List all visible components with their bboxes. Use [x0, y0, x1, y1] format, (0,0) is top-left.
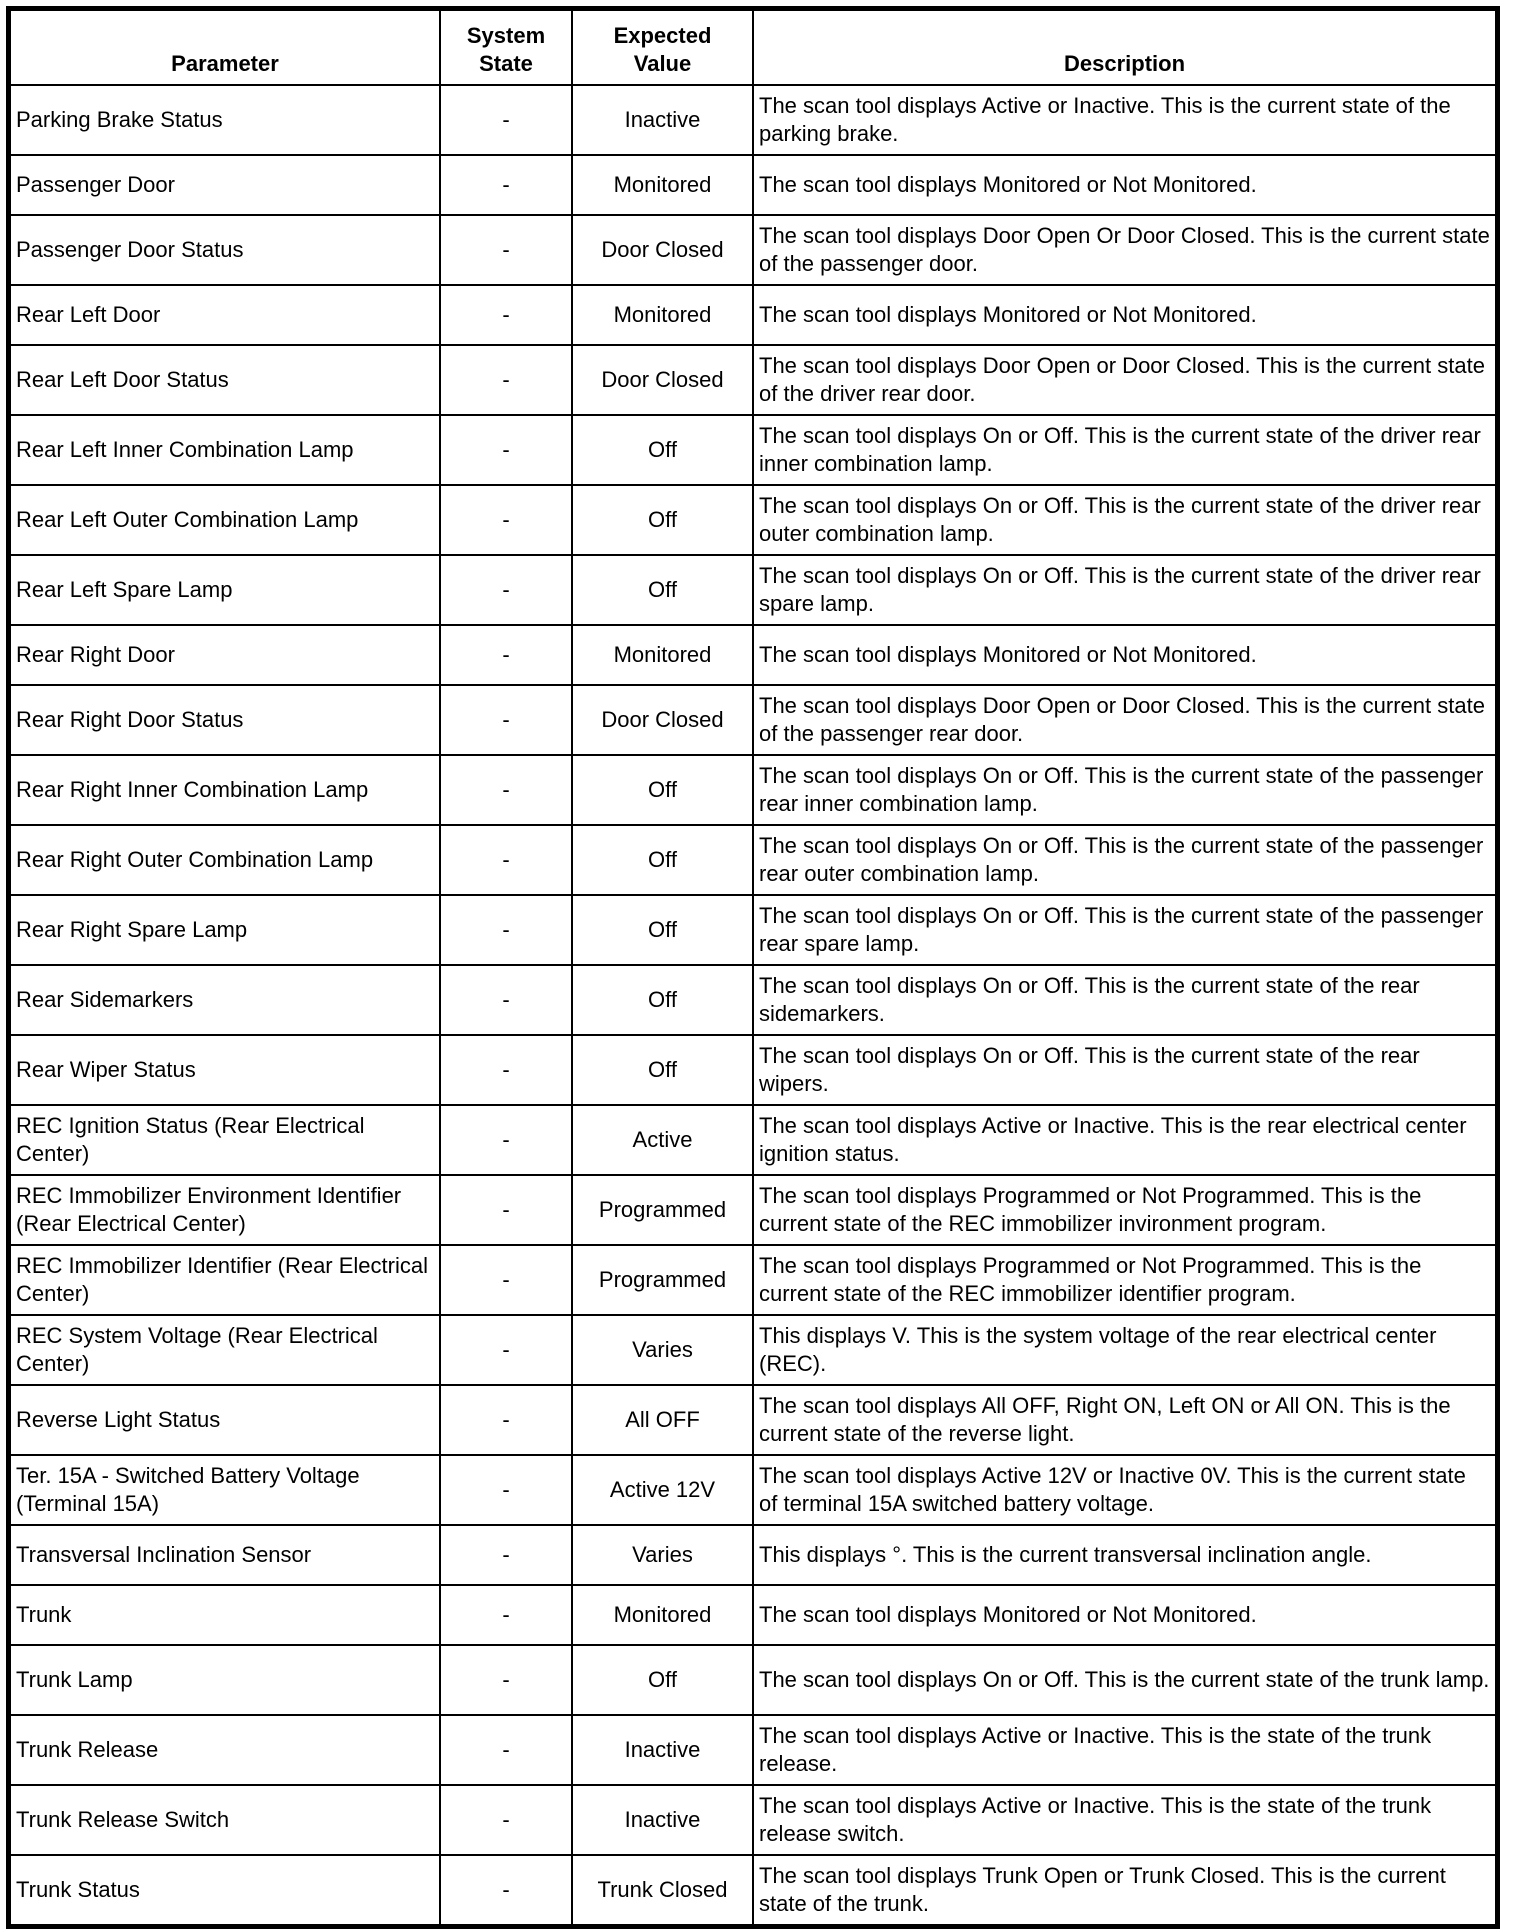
system-state-cell: - — [440, 1035, 572, 1105]
table-row — [10, 965, 1496, 1035]
description-cell: The scan tool displays Programmed or Not Programmed. This is the current state of the REC immobilizer invironment program. — [753, 1175, 1496, 1245]
expected-value-cell: Monitored — [572, 155, 753, 215]
table-row — [10, 1455, 1496, 1525]
description-cell: The scan tool displays Door Open or Door Closed. This is the current state of the passenger rear door. — [753, 685, 1496, 755]
system-state-cell: - — [440, 1105, 572, 1175]
system-state-cell: - — [440, 1785, 572, 1855]
system-state-cell: - — [440, 1245, 572, 1315]
parameter-cell: REC Ignition Status (Rear Electrical Center) — [10, 1105, 440, 1175]
expected-value-cell: Varies — [572, 1315, 753, 1385]
parameter-cell: Parking Brake Status — [10, 85, 440, 155]
expected-value-cell: Monitored — [572, 285, 753, 345]
header-row — [10, 10, 1496, 85]
table-row — [10, 285, 1496, 345]
description-cell: The scan tool displays Active or Inactive. This is the state of the trunk release switch. — [753, 1785, 1496, 1855]
header-expected-value-line2: Value — [633, 51, 692, 76]
table-row — [10, 1385, 1496, 1455]
description-cell: The scan tool displays On or Off. This is the current state of the trunk lamp. — [753, 1645, 1496, 1715]
expected-value-cell: Off — [572, 755, 753, 825]
parameter-cell: Rear Left Inner Combination Lamp — [10, 415, 440, 485]
table-row — [10, 825, 1496, 895]
table-row — [10, 1645, 1496, 1715]
description-cell: The scan tool displays On or Off. This is the current state of the driver rear inner combination lamp. — [753, 415, 1496, 485]
table-row — [10, 1105, 1496, 1175]
description-cell: The scan tool displays Monitored or Not Monitored. — [753, 625, 1496, 685]
expected-value-cell: Door Closed — [572, 215, 753, 285]
expected-value-cell: Off — [572, 415, 753, 485]
expected-value-cell: Off — [572, 1645, 753, 1715]
system-state-cell: - — [440, 1585, 572, 1645]
expected-value-cell: Off — [572, 825, 753, 895]
system-state-cell: - — [440, 485, 572, 555]
table-row — [10, 555, 1496, 625]
expected-value-cell: Active 12V — [572, 1455, 753, 1525]
expected-value-cell: Off — [572, 895, 753, 965]
expected-value-cell: Off — [572, 485, 753, 555]
system-state-cell: - — [440, 155, 572, 215]
system-state-cell: - — [440, 755, 572, 825]
parameter-cell: Rear Left Door — [10, 285, 440, 345]
parameter-cell: Rear Left Door Status — [10, 345, 440, 415]
description-cell: The scan tool displays Door Open Or Door Closed. This is the current state of the passenger door. — [753, 215, 1496, 285]
header-system-state-line1: System — [466, 23, 546, 48]
header-parameter: Parameter — [10, 10, 440, 85]
table-row — [10, 685, 1496, 755]
parameter-table — [9, 9, 1497, 1926]
description-cell: The scan tool displays Active or Inactive. This is the current state of the parking brake. — [753, 85, 1496, 155]
description-cell: The scan tool displays On or Off. This is the current state of the driver rear spare lamp. — [753, 555, 1496, 625]
description-cell: This displays V. This is the system voltage of the rear electrical center (REC). — [753, 1315, 1496, 1385]
parameter-cell: Trunk — [10, 1585, 440, 1645]
parameter-cell: REC System Voltage (Rear Electrical Center) — [10, 1315, 440, 1385]
header-system-state-line2: State — [479, 51, 533, 76]
system-state-cell: - — [440, 825, 572, 895]
parameter-cell: Rear Right Spare Lamp — [10, 895, 440, 965]
table-row — [10, 345, 1496, 415]
system-state-cell: - — [440, 285, 572, 345]
description-cell: The scan tool displays On or Off. This is the current state of the passenger rear spare lamp. — [753, 895, 1496, 965]
expected-value-cell: Off — [572, 965, 753, 1035]
table-row — [10, 1175, 1496, 1245]
parameter-cell: Rear Left Spare Lamp — [10, 555, 440, 625]
table-row — [10, 625, 1496, 685]
description-cell: The scan tool displays On or Off. This is the current state of the rear wipers. — [753, 1035, 1496, 1105]
system-state-cell: - — [440, 415, 572, 485]
system-state-cell: - — [440, 625, 572, 685]
system-state-cell: - — [440, 1715, 572, 1785]
table-row — [10, 1315, 1496, 1385]
parameter-cell: Trunk Lamp — [10, 1645, 440, 1715]
expected-value-cell: Door Closed — [572, 685, 753, 755]
expected-value-cell: Door Closed — [572, 345, 753, 415]
system-state-cell: - — [440, 85, 572, 155]
parameter-cell: Trunk Release Switch — [10, 1785, 440, 1855]
system-state-cell: - — [440, 1525, 572, 1585]
table-row — [10, 1785, 1496, 1855]
header-expected-value — [572, 10, 753, 85]
parameter-cell: Trunk Status — [10, 1855, 440, 1925]
system-state-cell: - — [440, 685, 572, 755]
description-cell: The scan tool displays On or Off. This is the current state of the rear sidemarkers. — [753, 965, 1496, 1035]
expected-value-cell: Programmed — [572, 1175, 753, 1245]
expected-value-cell: Inactive — [572, 1715, 753, 1785]
parameter-cell: Rear Right Outer Combination Lamp — [10, 825, 440, 895]
parameter-cell: Reverse Light Status — [10, 1385, 440, 1455]
expected-value-cell: Inactive — [572, 85, 753, 155]
table-row — [10, 895, 1496, 965]
description-cell: The scan tool displays Monitored or Not Monitored. — [753, 1585, 1496, 1645]
system-state-cell: - — [440, 895, 572, 965]
expected-value-cell: Trunk Closed — [572, 1855, 753, 1925]
system-state-cell: - — [440, 215, 572, 285]
parameter-cell: Rear Left Outer Combination Lamp — [10, 485, 440, 555]
parameter-cell: Rear Right Door — [10, 625, 440, 685]
expected-value-cell: Programmed — [572, 1245, 753, 1315]
system-state-cell: - — [440, 1645, 572, 1715]
parameter-cell: Transversal Inclination Sensor — [10, 1525, 440, 1585]
system-state-cell: - — [440, 1315, 572, 1385]
parameter-cell: Rear Sidemarkers — [10, 965, 440, 1035]
system-state-cell: - — [440, 1455, 572, 1525]
expected-value-cell: All OFF — [572, 1385, 753, 1455]
parameter-table-container — [6, 6, 1500, 1929]
parameter-cell: Passenger Door Status — [10, 215, 440, 285]
expected-value-cell: Monitored — [572, 1585, 753, 1645]
system-state-cell: - — [440, 965, 572, 1035]
parameter-cell: REC Immobilizer Environment Identifier (Rear Electrical Center) — [10, 1175, 440, 1245]
expected-value-cell: Off — [572, 555, 753, 625]
description-cell: The scan tool displays Monitored or Not Monitored. — [753, 285, 1496, 345]
parameter-cell: Rear Right Inner Combination Lamp — [10, 755, 440, 825]
description-cell: The scan tool displays Monitored or Not Monitored. — [753, 155, 1496, 215]
table-row — [10, 485, 1496, 555]
table-row — [10, 1855, 1496, 1925]
system-state-cell: - — [440, 555, 572, 625]
parameter-cell: Passenger Door — [10, 155, 440, 215]
header-system-state — [440, 10, 572, 85]
description-cell: The scan tool displays Door Open or Door Closed. This is the current state of the driver rear door. — [753, 345, 1496, 415]
table-row — [10, 1525, 1496, 1585]
description-cell: The scan tool displays On or Off. This is the current state of the passenger rear inner combination lamp. — [753, 755, 1496, 825]
table-row — [10, 1715, 1496, 1785]
description-cell: This displays °. This is the current transversal inclination angle. — [753, 1525, 1496, 1585]
system-state-cell: - — [440, 1855, 572, 1925]
parameter-cell: Rear Right Door Status — [10, 685, 440, 755]
description-cell: The scan tool displays Active or Inactive. This is the state of the trunk release. — [753, 1715, 1496, 1785]
table-row — [10, 155, 1496, 215]
description-cell: The scan tool displays Active 12V or Inactive 0V. This is the current state of terminal 15A switched battery voltage. — [753, 1455, 1496, 1525]
expected-value-cell: Monitored — [572, 625, 753, 685]
description-cell: The scan tool displays All OFF, Right ON, Left ON or All ON. This is the current state of the reverse light. — [753, 1385, 1496, 1455]
description-cell: The scan tool displays On or Off. This is the current state of the passenger rear outer combination lamp. — [753, 825, 1496, 895]
table-row — [10, 415, 1496, 485]
header-expected-value-line1: Expected — [613, 23, 712, 48]
description-cell: The scan tool displays Programmed or Not Programmed. This is the current state of the REC immobilizer identifier program. — [753, 1245, 1496, 1315]
table-row — [10, 215, 1496, 285]
table-row — [10, 1035, 1496, 1105]
header-description: Description — [753, 10, 1496, 85]
parameter-cell: Trunk Release — [10, 1715, 440, 1785]
table-row — [10, 1585, 1496, 1645]
parameter-cell: Rear Wiper Status — [10, 1035, 440, 1105]
expected-value-cell: Inactive — [572, 1785, 753, 1855]
table-row — [10, 1245, 1496, 1315]
parameter-cell: Ter. 15A - Switched Battery Voltage (Terminal 15A) — [10, 1455, 440, 1525]
expected-value-cell: Varies — [572, 1525, 753, 1585]
description-cell: The scan tool displays Active or Inactive. This is the rear electrical center ignition status. — [753, 1105, 1496, 1175]
table-row — [10, 755, 1496, 825]
system-state-cell: - — [440, 1385, 572, 1455]
expected-value-cell: Off — [572, 1035, 753, 1105]
expected-value-cell: Active — [572, 1105, 753, 1175]
table-row — [10, 85, 1496, 155]
description-cell: The scan tool displays On or Off. This is the current state of the driver rear outer combination lamp. — [753, 485, 1496, 555]
system-state-cell: - — [440, 1175, 572, 1245]
description-cell: The scan tool displays Trunk Open or Trunk Closed. This is the current state of the trunk. — [753, 1855, 1496, 1925]
system-state-cell: - — [440, 345, 572, 415]
parameter-cell: REC Immobilizer Identifier (Rear Electrical Center) — [10, 1245, 440, 1315]
